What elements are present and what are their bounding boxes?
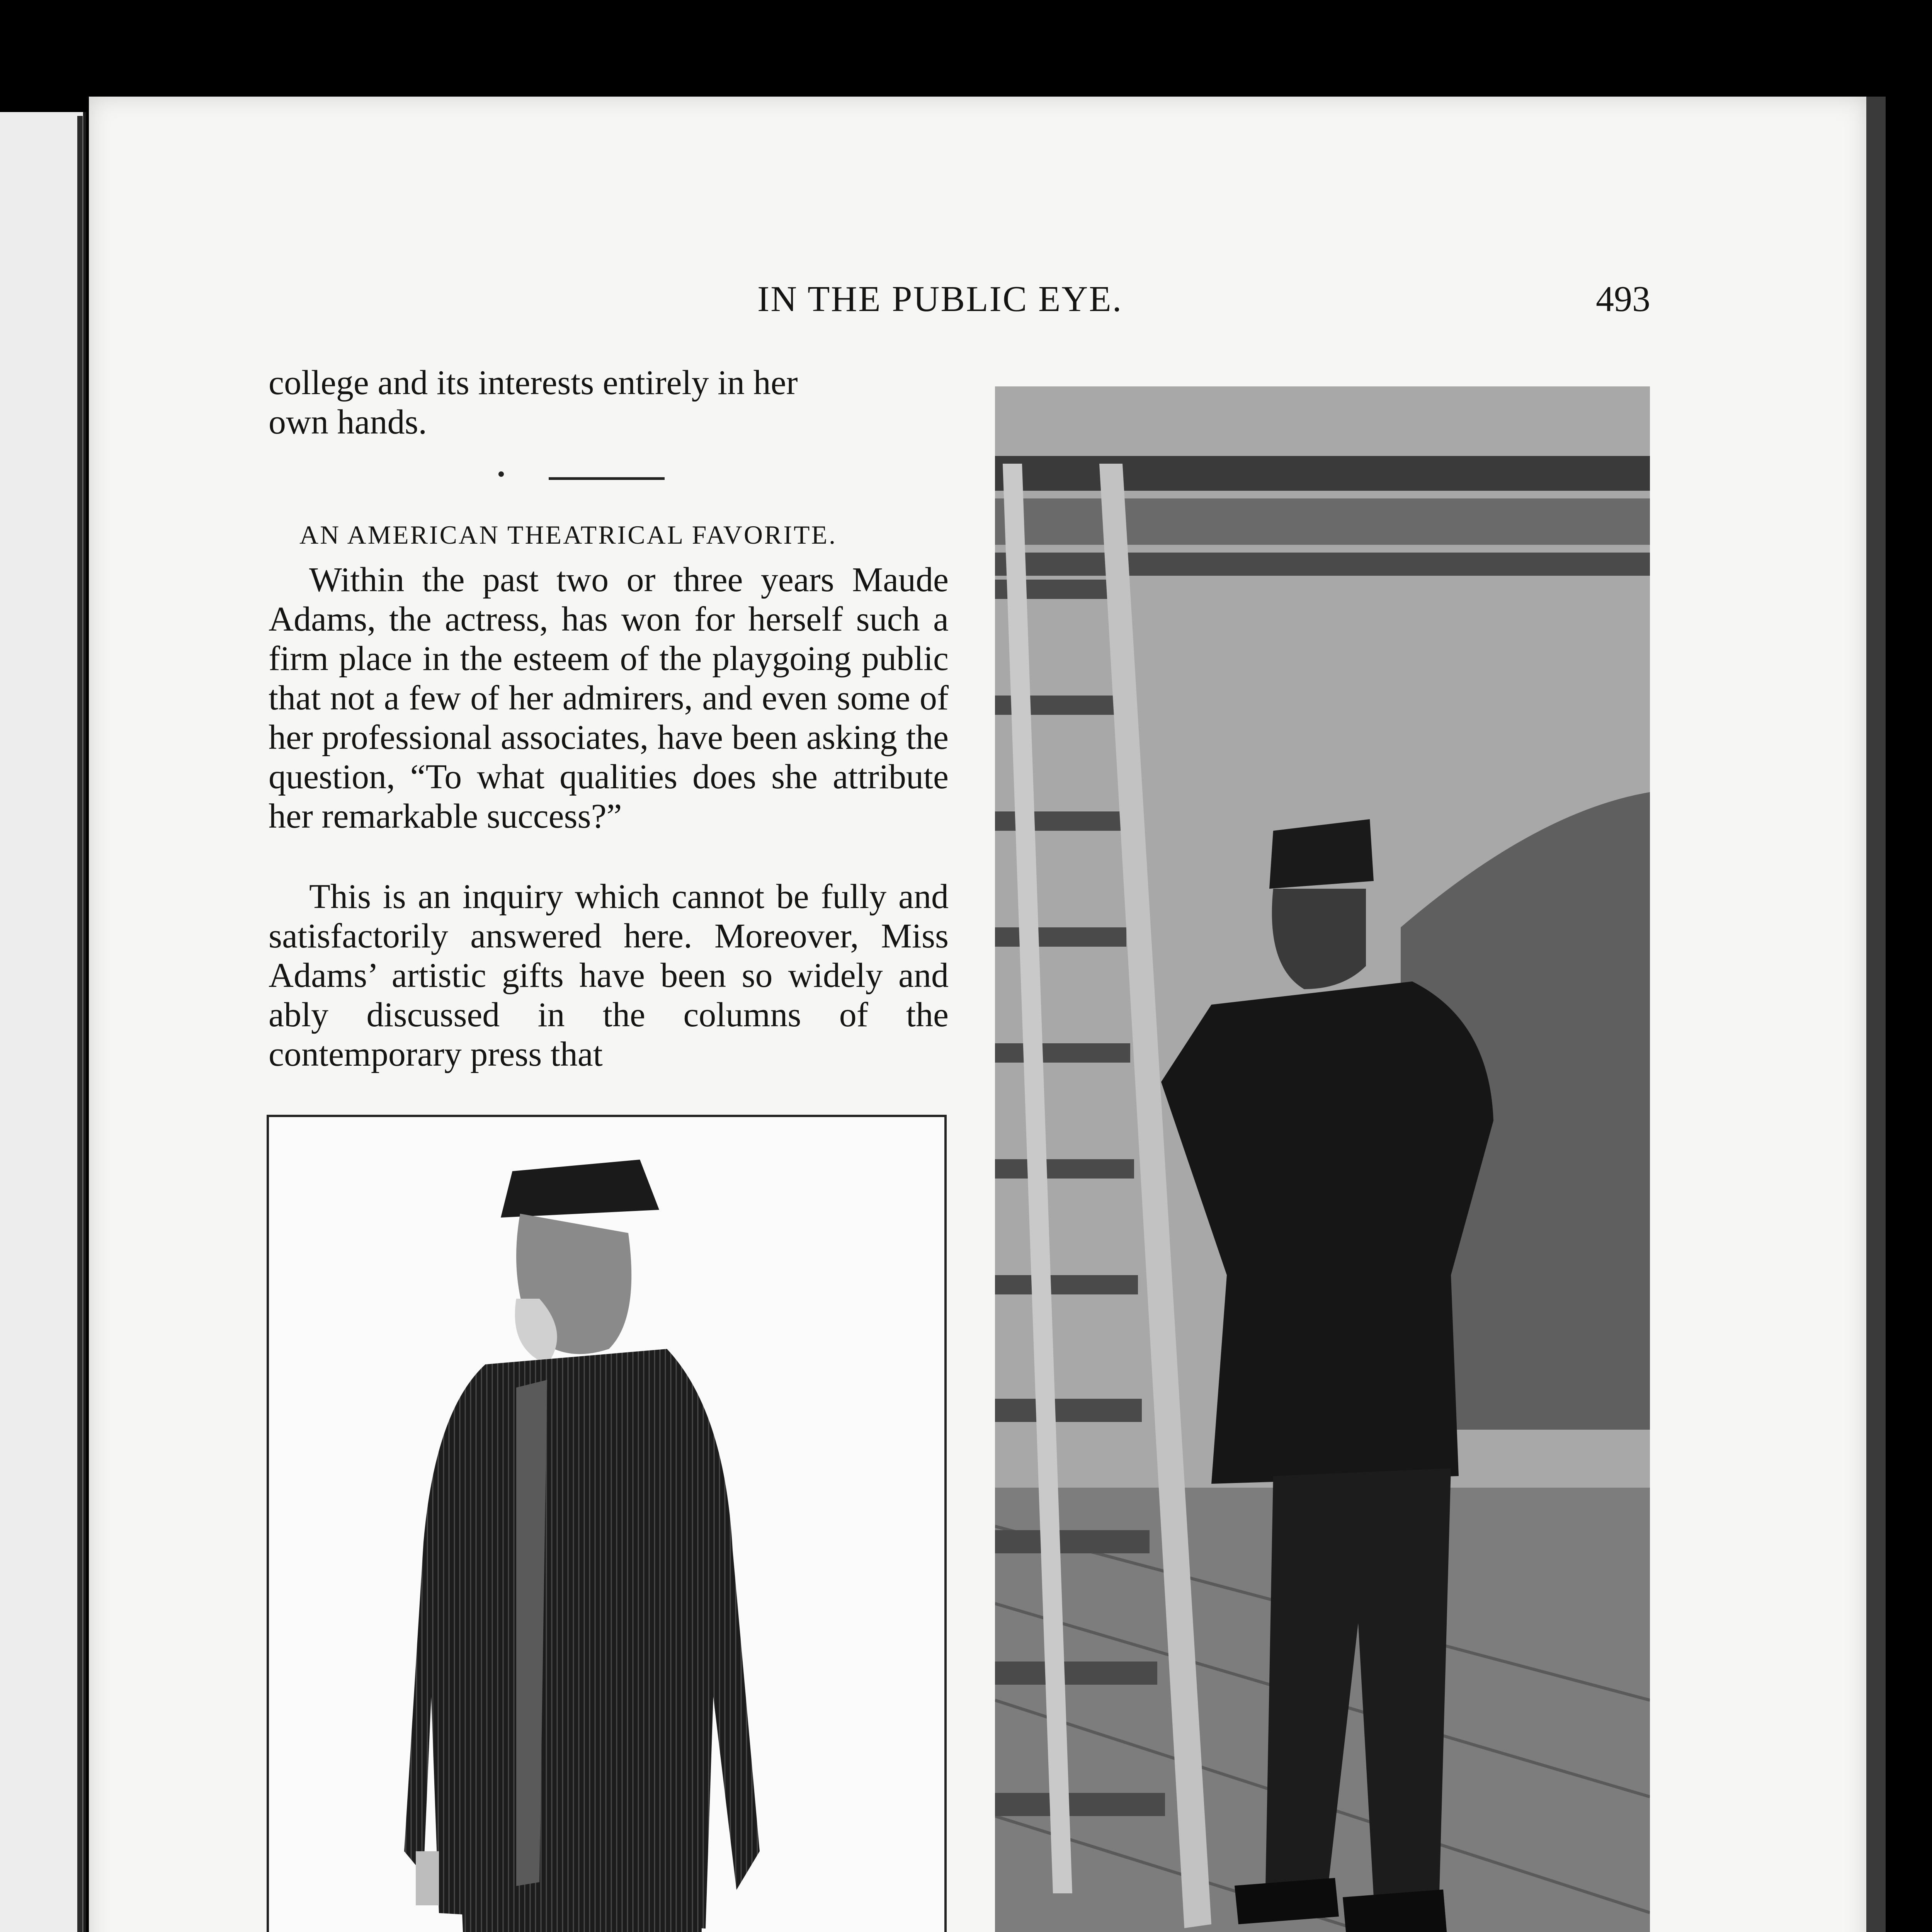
binding-gutter (77, 116, 83, 1932)
lead-in-text (269, 363, 949, 442)
running-title: IN THE PUBLIC EYE. (757, 279, 1123, 319)
facing-page-edge (0, 112, 86, 1932)
text-line: own hands. (269, 403, 427, 441)
article-paragraph-1: Within the past two or three years Maude Adams, the actress, has won for herself such a firm place in the esteem of the playgoing public that not a few of her admirers, and even some of her professional associates, have been asking the question, “To what qualities does she attribute her remarkable success?” (269, 561, 949, 835)
portrait-forsyth (267, 1115, 947, 1932)
page-number: 493 (1596, 279, 1650, 319)
deck-photograph (995, 386, 1650, 1932)
text-line: college and its interests entirely in her (269, 364, 798, 402)
section-heading: AN AMERICAN THEATRICAL FAVORITE. (299, 520, 837, 549)
photo-watkins (995, 386, 1650, 1932)
article-paragraph-2: This is an inquiry which cannot be fully and satisfactorily answered here. Moreover, Miss Adams’ artistic gifts have been so widely and ably discussed in the columns of the contemporary press that (269, 878, 949, 1073)
section-divider-rule (549, 477, 665, 480)
page-edge-shadow (1866, 97, 1886, 1932)
engraved-figure-illustration (269, 1117, 944, 1932)
section-ornament-dot (498, 471, 504, 477)
